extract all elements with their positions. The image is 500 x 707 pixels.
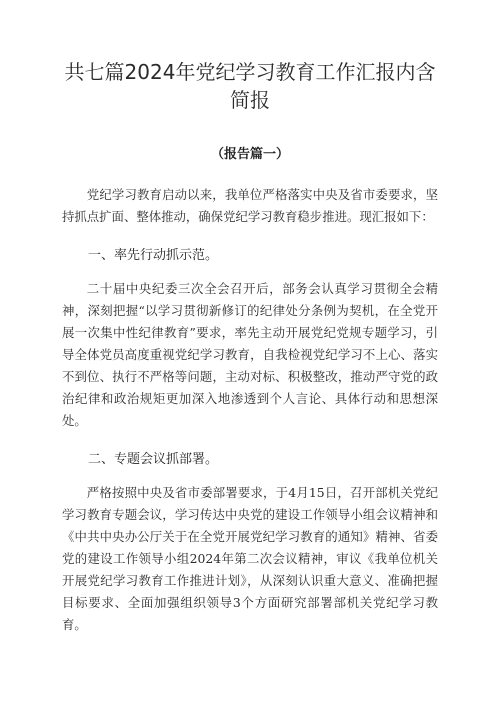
document-title xyxy=(62,58,438,114)
section-1-paragraph: 二十届中央纪委三次全会召开后，部务会认真学习贯彻全会精神，深刻把握“以学习贯彻新修订的纪律处分条例为契机，在全党开展一次集中性纪律教育”要求，率先主动开展党纪党规专题学习，引导全体党员高度重视党纪学习教育，自我检视党纪学习不上心、落实不到位、执行不严格等问题，主动对标、积极整改，推动严守党的政治纪律和政治规矩更加深入地渗透到个人言论、具体行动和思想深处。 xyxy=(62,281,438,428)
title-line-1: 共七篇2024年党纪学习教育工作汇报内含 xyxy=(64,60,436,84)
section-1-heading: 一、率先行动抓示范。 xyxy=(88,248,219,263)
intro-paragraph: 党纪学习教育启动以来，我单位严格落实中央及省市委要求，坚持抓点扩面、整体推动，确保党纪学习教育稳步推进。现汇报如下： xyxy=(62,187,438,224)
section-2-heading: 二、专题会议抓部署。 xyxy=(88,452,219,467)
title-line-2: 简报 xyxy=(230,88,270,112)
report-subtitle: （报告篇一） xyxy=(210,147,289,162)
section-2-paragraph: 严格按照中央及省市委部署要求，于4月15日，召开部机关党纪学习教育专题会议，学习传达中央党的建设工作领导小组会议精神和《中共中央办公厅关于在全党开展党纪学习教育的通知》精神、省委党的建设工作领导小组2024年第二次会议精神，审议《我单位机关开展党纪学习教育工作推进计划》，从深刻认识重大意义、准确把握目标要求、全面加强组织领导3个方面研究部署部机关党纪学习教育。 xyxy=(62,485,438,632)
